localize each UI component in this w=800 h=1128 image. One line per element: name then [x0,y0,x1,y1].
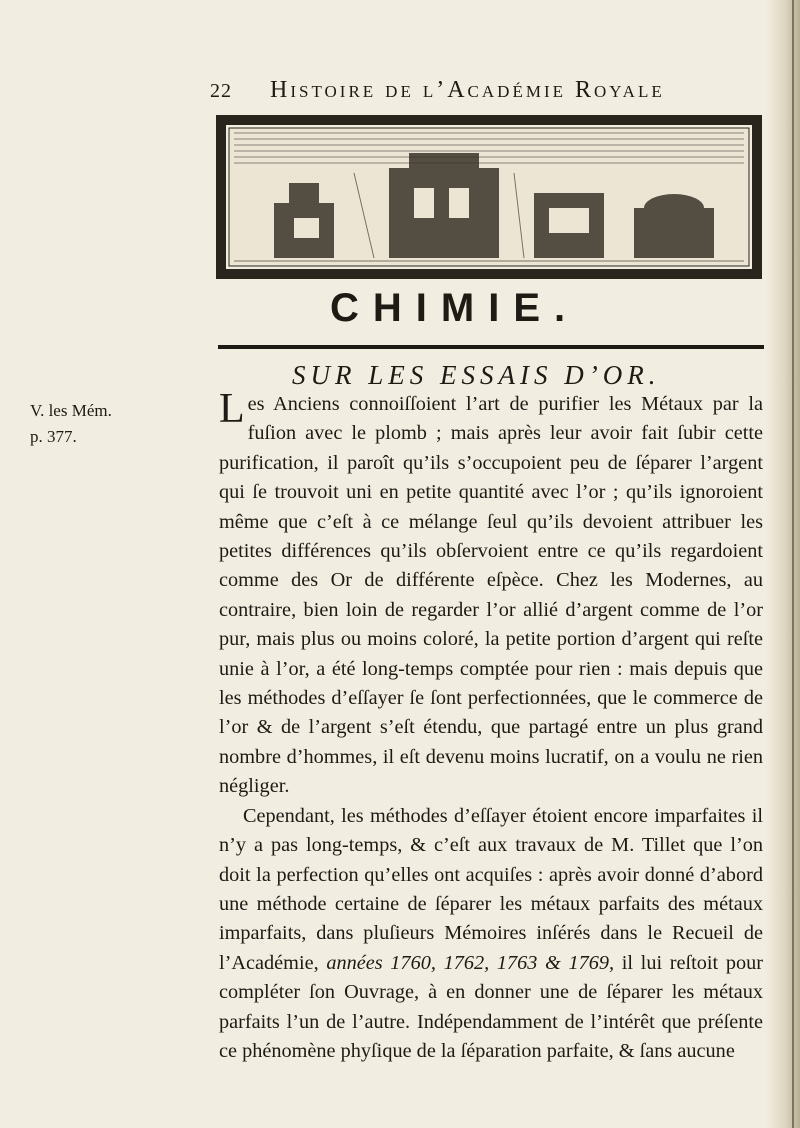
margin-note [30,398,112,450]
paragraph-1 [219,386,763,802]
article-title: SUR LES ESSAIS D’OR. [292,360,661,390]
section-rule [218,345,764,349]
page-edge-line [792,0,794,1128]
paragraph-2-text-b: il lui reſtoit pour compléter ſon Ouvrage, à en donner une de ſéparer les métaux parfaits l’un de l’autre. Indépendamment de l’intérêt que préſente ce phénomène phyſique de la ſéparation parfaite, & ſans aucune [219,951,763,1062]
drop-cap: L [219,386,245,432]
paragraph-2 [219,802,763,1067]
page-number: 22 [210,80,232,102]
margin-note-line2: p. 377. [30,427,77,446]
body-text [219,386,763,1066]
page-edge-shadow [766,0,800,1128]
engraved-vignette [214,113,764,283]
running-header-title: Histoire de l’Académie Royale [270,77,665,103]
paragraph-2-text-a: Cependant, les méthodes d’eſſayer étoient encore imparfaites il n’y a pas long-temps, & c’eſt aux travaux de M. Tillet que l’on doit la perfection qu’elles ont acquiſes : après avoir donné d’abord une méthode certaine de ſéparer les métaux parfaits des métaux imparfaits, dans pluſieurs Mémoires inſérés dans le Recueil de l’Académie, [219,804,763,974]
margin-note-line1: V. les Mém. [30,401,112,420]
paragraph-2-years: années 1760, 1762, 1763 & 1769, [326,951,615,974]
running-header [210,77,730,107]
section-title: CHIMIE. [330,286,580,330]
paragraph-1-text: es Anciens connoiſſoient l’art de purifier les Métaux par la fuſion avec le plomb ; mais après leur avoir fait ſubir cette purification, il paroît qu’ils s’occupoient peu de ſéparer l’argent qui ſe trouvoit uni en petite quantité avec l’or ; qu’ils ignoroient même que c’eſt à ce mélange ſeul qu’ils devoient attribuer les petites différences qu’ils obſervoient entre ce qu’ils regardoient comme des Or de différente eſpèce. Chez les Modernes, au contraire, bien loin de regarder l’or allié d’argent comme de l’or pur, mais plus ou moins coloré, la petite portion d’argent qui reſte unie à l’or, a été long-temps comptée pour rien : mais depuis que les méthodes d’eſſayer ſe ſont perfectionnées, que le commerce de l’or & de l’argent s’eſt étendu, que partagé entre un plus grand nombre d’hommes, il eſt devenu moins lucratif, on a voulu ne rien négliger. [219,393,763,798]
